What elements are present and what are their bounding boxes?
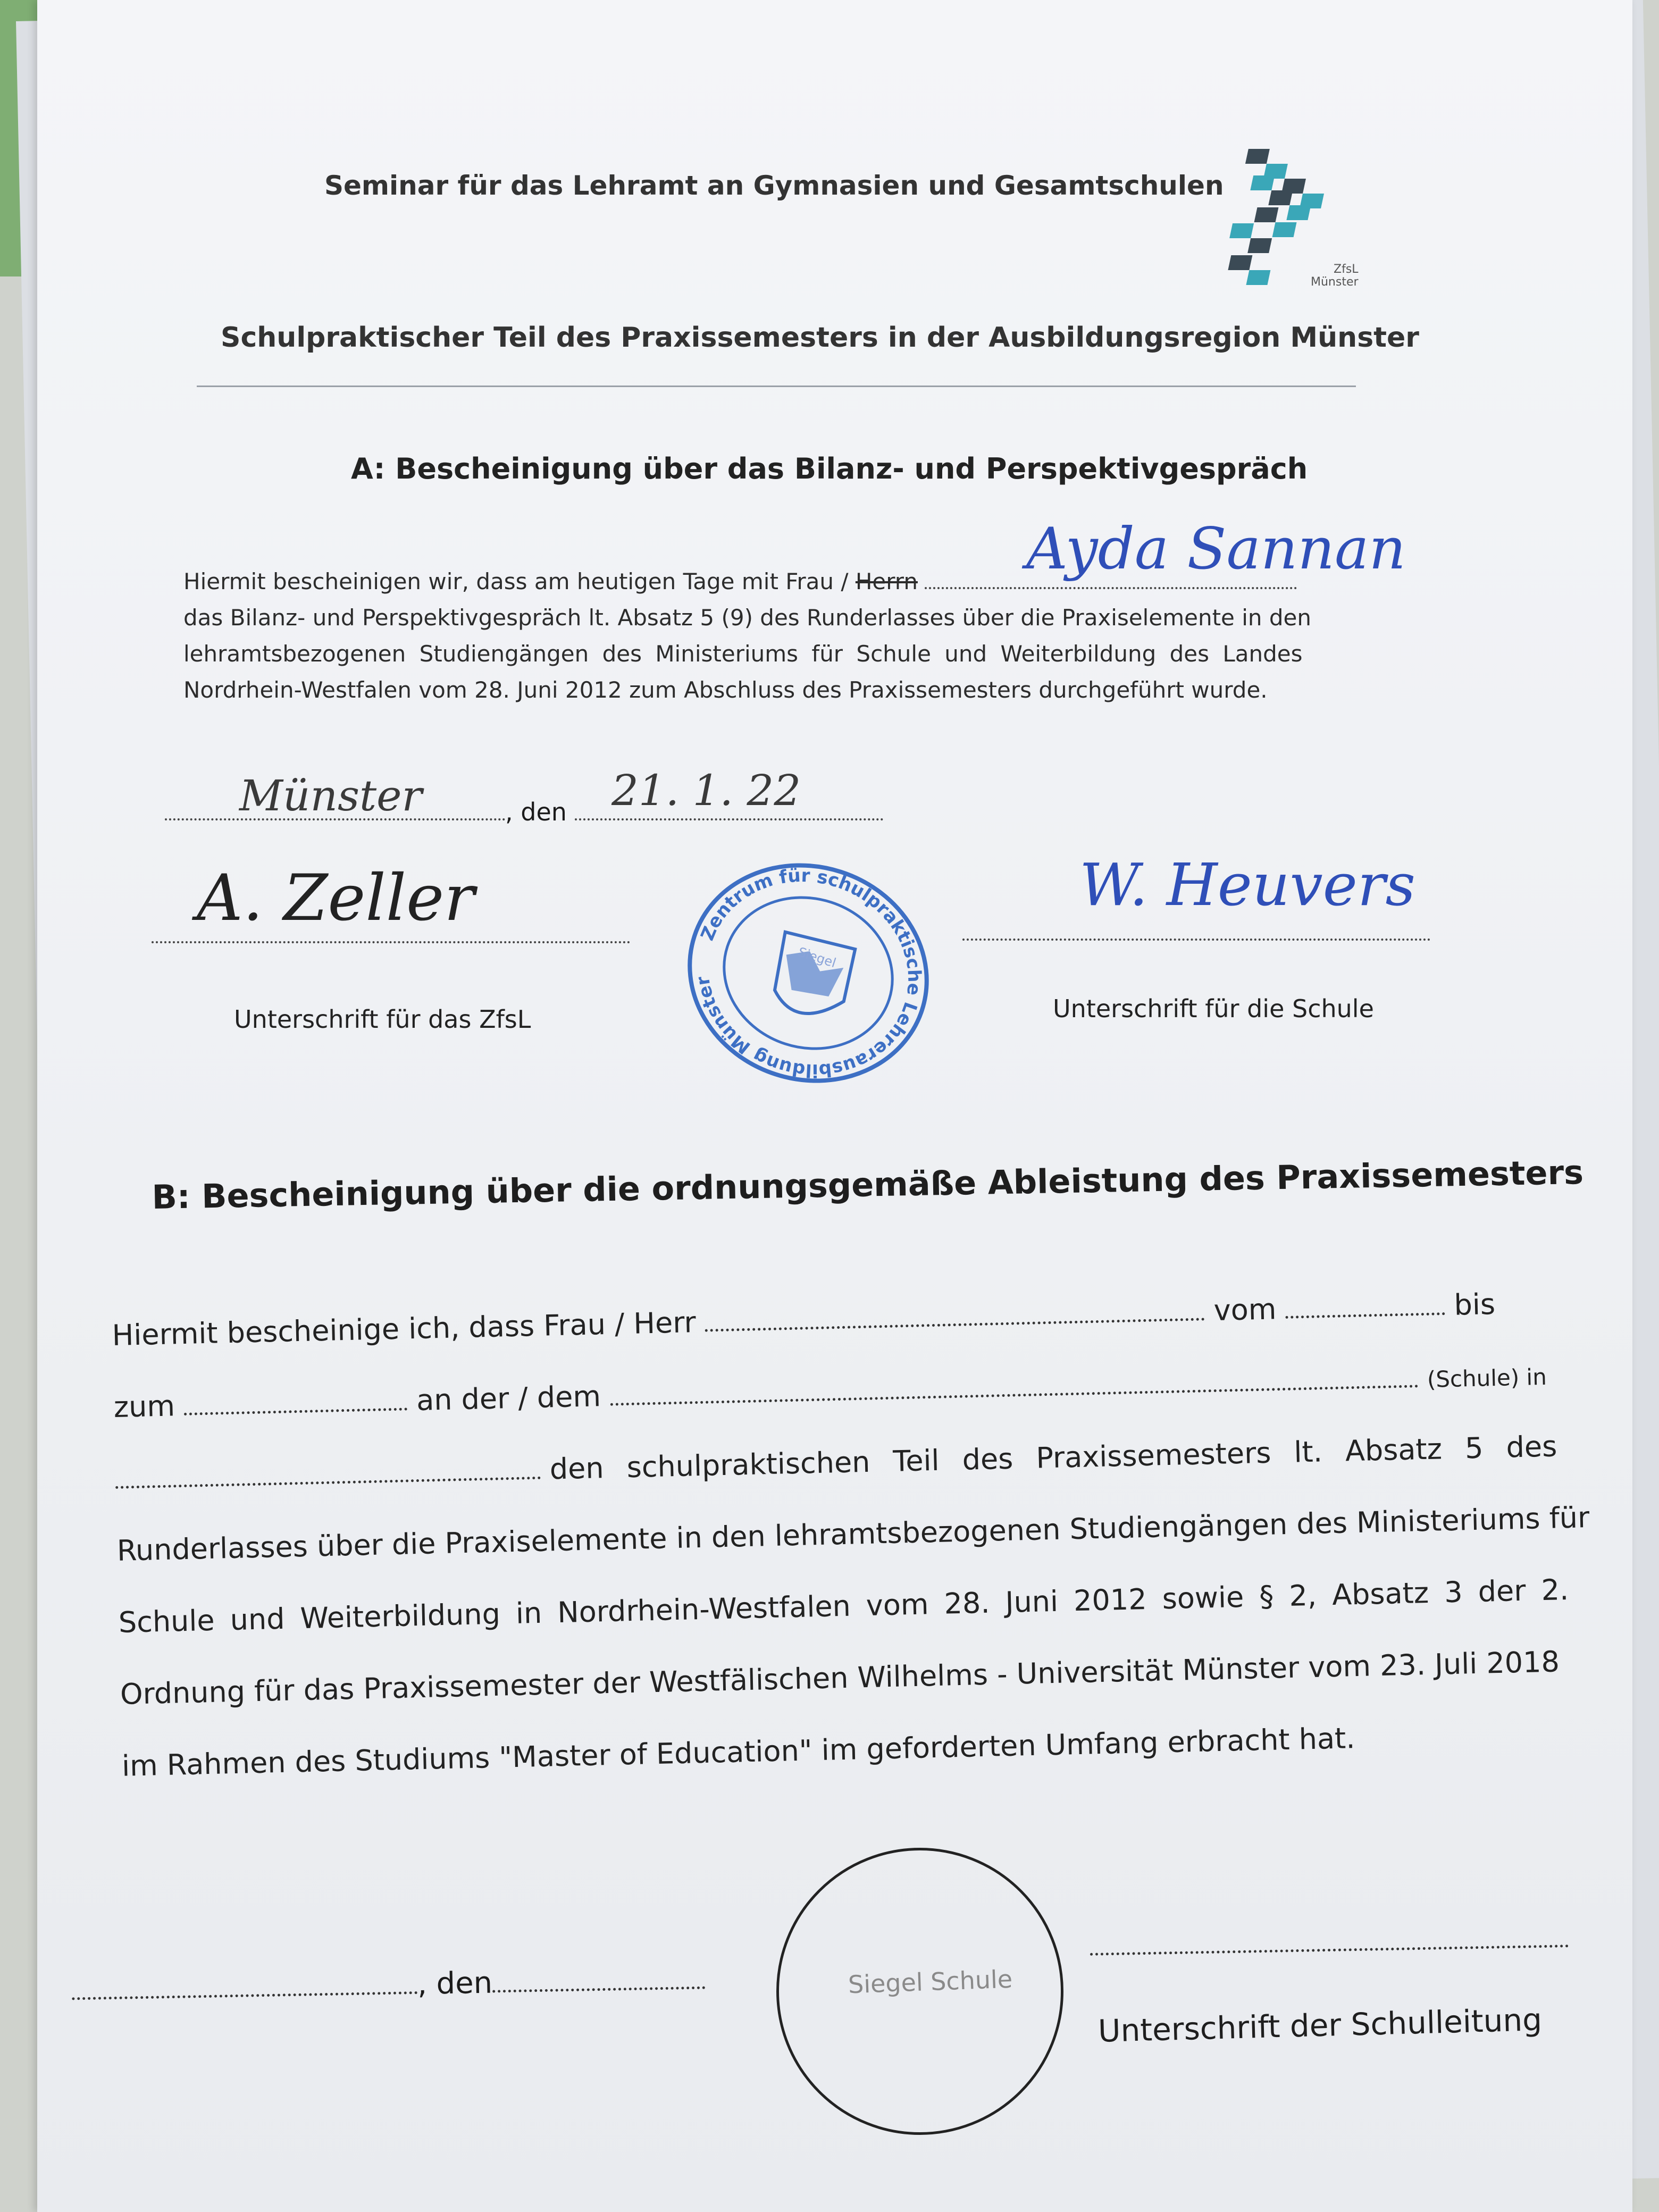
section-a-paragraph	[183, 564, 1460, 708]
section-a-line2: das Bilanz- und Perspektivgespräch lt. Absatz 5 (9) des Runderlasses über die Praxiselemente in den	[183, 605, 1311, 631]
handwritten-place: Münster	[239, 771, 422, 820]
school-signature-caption: Unterschrift für die Schule	[1053, 994, 1374, 1023]
handwritten-date: 21. 1. 22	[611, 766, 801, 815]
document-subtitle: Schulpraktischer Teil des Praxissemesters in der Ausbildungsregion Münster	[221, 322, 1419, 354]
logo-text-line1: ZfsL	[1334, 263, 1359, 276]
section-b-line1-c: bis	[1453, 1287, 1496, 1322]
section-b-line1-b: vom	[1213, 1292, 1277, 1327]
section-b-line2-b: an der / dem	[416, 1379, 601, 1418]
b-date-dots	[492, 1987, 705, 1993]
logo-text	[1311, 263, 1359, 289]
section-a-line3: lehramtsbezogenen Studiengängen des Ministeriums für Schule und Weiterbildung des Landes	[183, 641, 1303, 667]
stamp-center-text: Siegel	[796, 944, 838, 971]
section-a-title: A: Bescheinigung über das Bilanz- und Perspektivgespräch	[351, 452, 1308, 485]
b-place-dots	[72, 1991, 417, 2000]
struck-herrn: Herrn	[855, 568, 918, 594]
school-seal-label: Siegel Schule	[848, 1964, 1013, 1999]
from-date-dots	[1285, 1291, 1445, 1319]
document-sheet	[37, 0, 1632, 2212]
b-den-label: , den	[417, 1965, 493, 2002]
to-date-dots	[183, 1386, 407, 1415]
section-b-line7: im Rahmen des Studiums "Master of Education" im geforderten Umfang erbracht hat.	[121, 1721, 1356, 1783]
section-b-line2-a: zum	[113, 1389, 175, 1424]
section-b-paragraph	[112, 1285, 1612, 1821]
city-field-dots	[115, 1455, 541, 1489]
section-a-line4: Nordrhein-Westfalen vom 28. Juni 2012 zum Abschluss des Praxissemesters durchgeführt wurde.	[183, 677, 1268, 703]
logo-text-line2: Münster	[1311, 275, 1359, 289]
zfsl-signature-line	[152, 941, 630, 943]
school-signature: W. Heuvers	[1079, 851, 1415, 919]
handwritten-name: Ayda Sannan	[1026, 516, 1406, 582]
section-b-line2-c: (Schule) in	[1427, 1363, 1547, 1393]
section-b-line4: Runderlasses über die Praxiselemente in den lehramtsbezogenen Studiengängen des Ministeriums für	[116, 1501, 1590, 1568]
section-b-line5: Schule und Weiterbildung in Nordrhein-Westfalen vom 28. Juni 2012 sowie § 2, Absatz 3 der 2.	[118, 1572, 1569, 1639]
den-label: , den	[505, 798, 567, 826]
b-place-date-row	[72, 1962, 706, 2008]
school-signature-line	[962, 939, 1430, 941]
section-a-line1-text: Hiermit bescheinigen wir, dass am heutigen Tage mit Frau /	[183, 568, 856, 594]
principal-signature-caption: Unterschrift der Schulleitung	[1097, 2001, 1543, 2049]
section-b-line6: Ordnung für das Praxissemester der Westfälischen Wilhelms - Universität Münster vom 23. Juli 2018	[120, 1645, 1560, 1711]
principal-signature-line	[1090, 1945, 1569, 1956]
date-dotted-line	[575, 818, 883, 820]
zfsl-signature: A. Zeller	[197, 861, 475, 935]
name-dotted-line	[925, 587, 1297, 589]
header-divider	[197, 386, 1356, 387]
section-b-title: B: Bescheinigung über die ordnungsgemäße Ableistung des Praxissemesters	[152, 1153, 1584, 1217]
stamp-ring-text: Zentrum für schulpraktische Lehrerausbildung Münster	[692, 865, 925, 1082]
section-b-line3-text: den schulpraktischen Teil des Praxissemesters lt. Absatz 5 des	[549, 1429, 1557, 1486]
official-stamp	[675, 856, 941, 1090]
section-b-line1-a: Hiermit bescheinige ich, dass Frau / Herr	[112, 1305, 697, 1352]
name-field-dots	[705, 1296, 1205, 1331]
zfsl-signature-caption: Unterschrift für das ZfsL	[234, 1005, 531, 1034]
institution-title: Seminar für das Lehramt an Gymnasien und Gesamtschulen	[324, 170, 1224, 201]
